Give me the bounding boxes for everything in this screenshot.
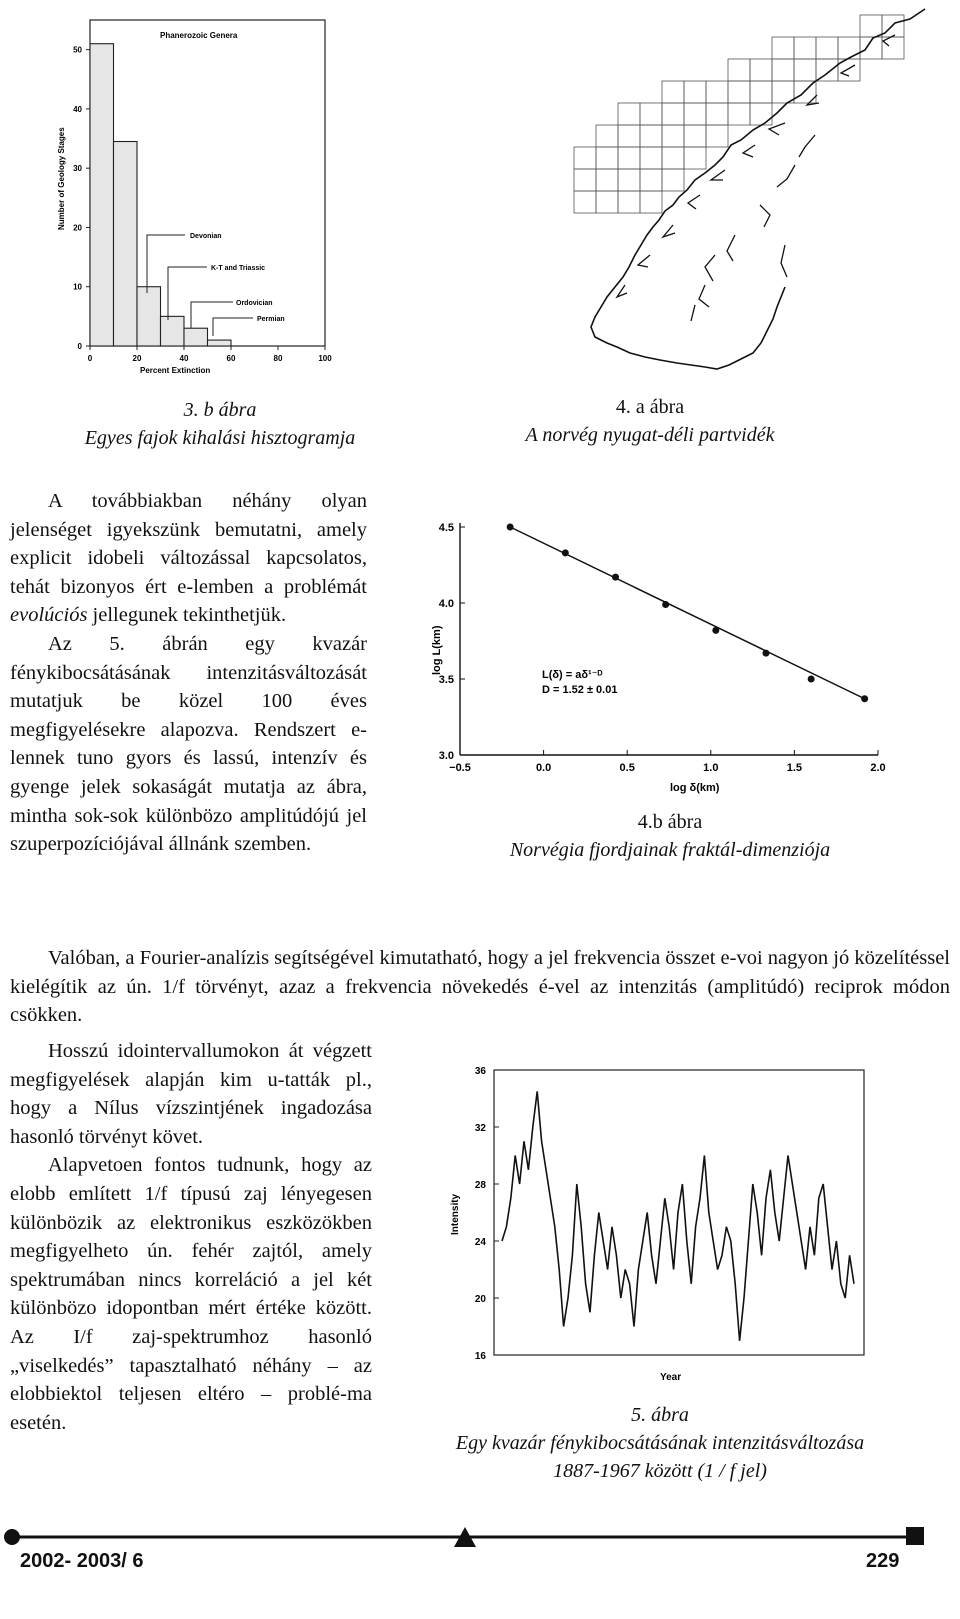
fig4b-xtick-label: 1.5	[786, 762, 803, 774]
fig4a-grid-cell	[640, 147, 662, 169]
footer-rule	[0, 1525, 960, 1555]
fig4b-xtick-label: 2.0	[870, 762, 886, 774]
fig4a-grid-cell	[618, 169, 640, 191]
fig4a-grid-cell	[860, 15, 882, 37]
fig4a-grid-cell	[750, 59, 772, 81]
fig4a-grid-cell	[662, 81, 684, 103]
fig4a-grid-cell	[618, 147, 640, 169]
fig3b-ytick-label: 30	[73, 164, 82, 174]
fig4b-point	[712, 627, 719, 634]
fig3b-bar	[184, 328, 208, 346]
footer-circle-marker	[4, 1529, 20, 1545]
fig3b-bar	[114, 142, 138, 346]
fig4a-grid-cell	[640, 169, 662, 191]
fig4a-grid-cell	[662, 169, 684, 191]
fig4a-grid-cell	[750, 103, 772, 125]
fig4b-formula-2: D = 1.52 ± 0.01	[542, 684, 618, 696]
fig3b-bracket-ordovician	[191, 302, 233, 328]
fig3b-xtick-label: 20	[132, 354, 142, 363]
fig3b-xtick-label: 0	[87, 354, 93, 363]
fig4b-xtick-label: 0.0	[535, 762, 552, 774]
fig4a-grid-cell	[728, 103, 750, 125]
fig3b-ytick-label: 50	[73, 45, 82, 55]
fig4a-grid-cell	[684, 147, 706, 169]
fig4a-grid-cell	[618, 191, 640, 213]
text-column-1	[10, 487, 367, 859]
fig3b-bars	[90, 44, 231, 346]
fig3b-ytick-label: 0	[77, 342, 82, 351]
fig4a-grid-cell	[662, 147, 684, 169]
fig3b-chart	[50, 10, 350, 380]
fig4a-grid-cell	[596, 169, 618, 191]
text-full-width	[10, 944, 950, 1030]
fig3b-xtick-label: 80	[273, 354, 283, 363]
fig3b-bar	[90, 44, 114, 346]
fig4a-grid-cell	[618, 103, 640, 125]
fig4b-ylabel: log L(km)	[431, 625, 443, 675]
fig4a-grid-cell	[574, 191, 596, 213]
fig4a-grid-cell	[684, 125, 706, 147]
fig4a-grid-cell	[794, 37, 816, 59]
fig4a-grid-cell	[640, 191, 662, 213]
fig5-ytick-label: 32	[474, 1123, 486, 1134]
fig5-ytick-label: 16	[474, 1351, 486, 1362]
fig3b-caption-text: Egyes fajok kihalási hisztogramja	[84, 427, 356, 449]
fig3b-caption	[70, 396, 370, 452]
fig4a-grid-cell	[706, 103, 728, 125]
fig4b-point	[861, 695, 868, 702]
emphasis-evolucios: evolúciós	[10, 604, 88, 627]
fig4a-grid-cell	[684, 81, 706, 103]
fig4a-caption	[500, 393, 800, 449]
fig4a-grid-cell	[596, 191, 618, 213]
fig3b-bar	[208, 340, 232, 346]
fig4a-grid-cell	[640, 125, 662, 147]
fig3b-bar	[161, 316, 185, 346]
fig4a-grid-cell	[640, 103, 662, 125]
fig3b-bracket-kt	[168, 267, 207, 320]
fig3b-title: Phanerozoic Genera	[160, 31, 238, 40]
fig3b-ytick-label: 40	[73, 104, 82, 114]
fig5-frame	[494, 1070, 864, 1355]
fig3b-xtick-label: 100	[318, 354, 332, 363]
fig5-caption-line1: Egy kvazár fénykibocsátásának intenzitásváltozása	[455, 1432, 865, 1454]
paragraph-1: A továbbiakban néhány olyan jelenséget igyekszünk bemutatni, amely explicit idobeli változással kapcsolatos, tehát bizonyos ért e-lemben a problémát evolúciós jellegunek tekinthetjük.	[10, 490, 367, 627]
fig3b-xtick-label: 60	[226, 354, 236, 363]
fig5-xlabel: Year	[660, 1372, 682, 1383]
fig3b-ann-permian: Permian	[257, 316, 285, 323]
fig3b-ann-ordovician: Ordovician	[236, 300, 273, 307]
fig4b-ytick-label: 4.5	[438, 522, 454, 534]
fig4a-grid-cell	[772, 81, 794, 103]
fig4b-caption-text: Norvégia fjordjainak fraktál-dimenziója	[509, 839, 831, 861]
fig5-caption	[400, 1401, 920, 1485]
fig4b-point	[562, 549, 569, 556]
fig5-ylabel: Intensity	[450, 1193, 461, 1235]
text-column-2	[10, 1037, 372, 1437]
fig4b-ytick-label: 3.0	[438, 750, 454, 762]
fig3b-ytick-label: 10	[73, 282, 82, 292]
fig4b-xlabel: log δ(km)	[670, 782, 720, 794]
paragraph-5: Alapvetoen fontos tudnunk, hogy az elobb említett 1/f típusú zaj lényegesen különbözik az elektronikus eszközökben megfigyelheto ún. fehér zajtól, amely spektrumában nincs korreláció a jel két különbözo idopontban mért értéke között. Az I/f zaj-spektrumhoz hasonló „viselkedés” tapasztalható néhány – az elobbiektol teljesen eltéro – problé-ma esetén.	[10, 1154, 372, 1434]
fig4b-chart	[418, 515, 908, 800]
fig4a-grid-cell	[750, 81, 772, 103]
fig4a-islands	[617, 35, 895, 321]
fig4b-xtick-label: −0.5	[449, 762, 471, 774]
fig4a-grid	[574, 15, 904, 213]
fig5-caption-line2: 1887-1967 között (1 / f jel)	[553, 1460, 767, 1482]
footer-issue: 2002- 2003/ 6	[20, 1550, 144, 1572]
fig3b-bracket-devonian	[147, 235, 185, 293]
fig4a-caption-text: A norvég nyugat-déli partvidék	[525, 424, 775, 446]
fig3b-bracket-permian	[213, 318, 253, 336]
fig4a-grid-cell	[772, 37, 794, 59]
fig5-ytick-label: 20	[474, 1294, 486, 1305]
fig4a-grid-cell	[838, 37, 860, 59]
paragraph-3: Valóban, a Fourier-analízis segítségével kimutatható, hogy a jel frekvencia összet e-voi nagyon jó közelítéssel kielégítik az ún. 1/f törvényt, azaz a frekvencia növekedés é-vel az intenzitás (amplitúdó) reciprok módon csökken.	[10, 947, 950, 1027]
fig5-ytick-label: 36	[474, 1066, 486, 1077]
fig3b-xticks	[88, 346, 332, 363]
fig4b-axes	[439, 522, 886, 774]
fig4a-grid-cell	[574, 147, 596, 169]
fig5-chart	[440, 1060, 880, 1395]
fig4a-grid-cell	[728, 59, 750, 81]
fig5-yticks	[475, 1066, 499, 1362]
fig4a-grid-cell	[574, 169, 596, 191]
footer-page-number: 229	[866, 1550, 900, 1572]
fig4a-grid-cell	[596, 147, 618, 169]
fig3b-bar	[137, 287, 161, 346]
fig3b-ytick-label: 20	[73, 223, 82, 233]
fig4b-point	[612, 574, 619, 581]
fig5-series-line	[502, 1091, 854, 1340]
fig4a-caption-num: 4. a ábra	[615, 396, 685, 418]
fig3b-ann-devonian: Devonian	[190, 233, 222, 240]
fig4a-grid-cell	[772, 59, 794, 81]
fig3b-yticks	[73, 46, 90, 351]
fig4b-ytick-label: 4.0	[438, 598, 454, 610]
fig4a-grid-cell	[662, 125, 684, 147]
fig4a-coastline	[591, 9, 925, 369]
fig4b-xtick-label: 1.0	[703, 762, 719, 774]
paragraph-4: Hosszú idointervallumokon át végzett megfigyelések alapján kim u-tatták pl., hogy a Nílus vízszintjének ingadozása hasonló törvényt követ.	[10, 1040, 372, 1148]
fig4b-point	[808, 676, 815, 683]
fig4b-xtick-label: 0.5	[619, 762, 635, 774]
fig4a-grid-cell	[816, 37, 838, 59]
fig3b-xlabel: Percent Extinction	[140, 366, 211, 375]
fig5-caption-num: 5. ábra	[631, 1404, 689, 1426]
fig4a-grid-cell	[684, 103, 706, 125]
paragraph-2: Az 5. ábrán egy kvazár fénykibocsátásának intenzitásváltozását mutatjuk be közel 100 éves megfigyelésekre alapozva. Rendszert e-lennek tuno gyors és lassú, intenzív és gyenge jelek sokaságát mutatja az ábra, mintha sok-sok különbözo amplitúdójú jel szuperpozíciójával állnánk szemben.	[10, 632, 367, 856]
fig4b-point	[507, 524, 514, 531]
fig4b-point	[662, 601, 669, 608]
fig4b-ytick-label: 3.5	[438, 674, 454, 686]
fig4a-grid-cell	[794, 59, 816, 81]
fig4b-formula-1: L(δ) = aδ¹⁻ᴰ	[542, 669, 603, 681]
fig4a-map	[555, 5, 950, 390]
fig5-ytick-label: 28	[474, 1180, 486, 1191]
fig4a-grid-cell	[706, 125, 728, 147]
footer-square-marker	[906, 1527, 924, 1545]
fig3b-ann-kt: K-T and Triassic	[211, 265, 266, 272]
fig4a-grid-cell	[816, 59, 838, 81]
fig4b-caption-num: 4.b ábra	[637, 811, 703, 833]
fig4a-grid-cell	[662, 103, 684, 125]
fig4a-grid-cell	[706, 81, 728, 103]
fig4b-point	[762, 650, 769, 657]
fig4a-grid-cell	[596, 125, 618, 147]
fig3b-caption-num: 3. b ábra	[183, 399, 257, 421]
fig3b-ylabel: Number of Geology Stages	[57, 127, 66, 230]
fig4a-grid-cell	[618, 125, 640, 147]
fig3b-xtick-label: 40	[179, 354, 189, 363]
fig5-ytick-label: 24	[474, 1237, 486, 1248]
fig4b-caption	[440, 808, 900, 864]
fig4a-grid-cell	[728, 81, 750, 103]
